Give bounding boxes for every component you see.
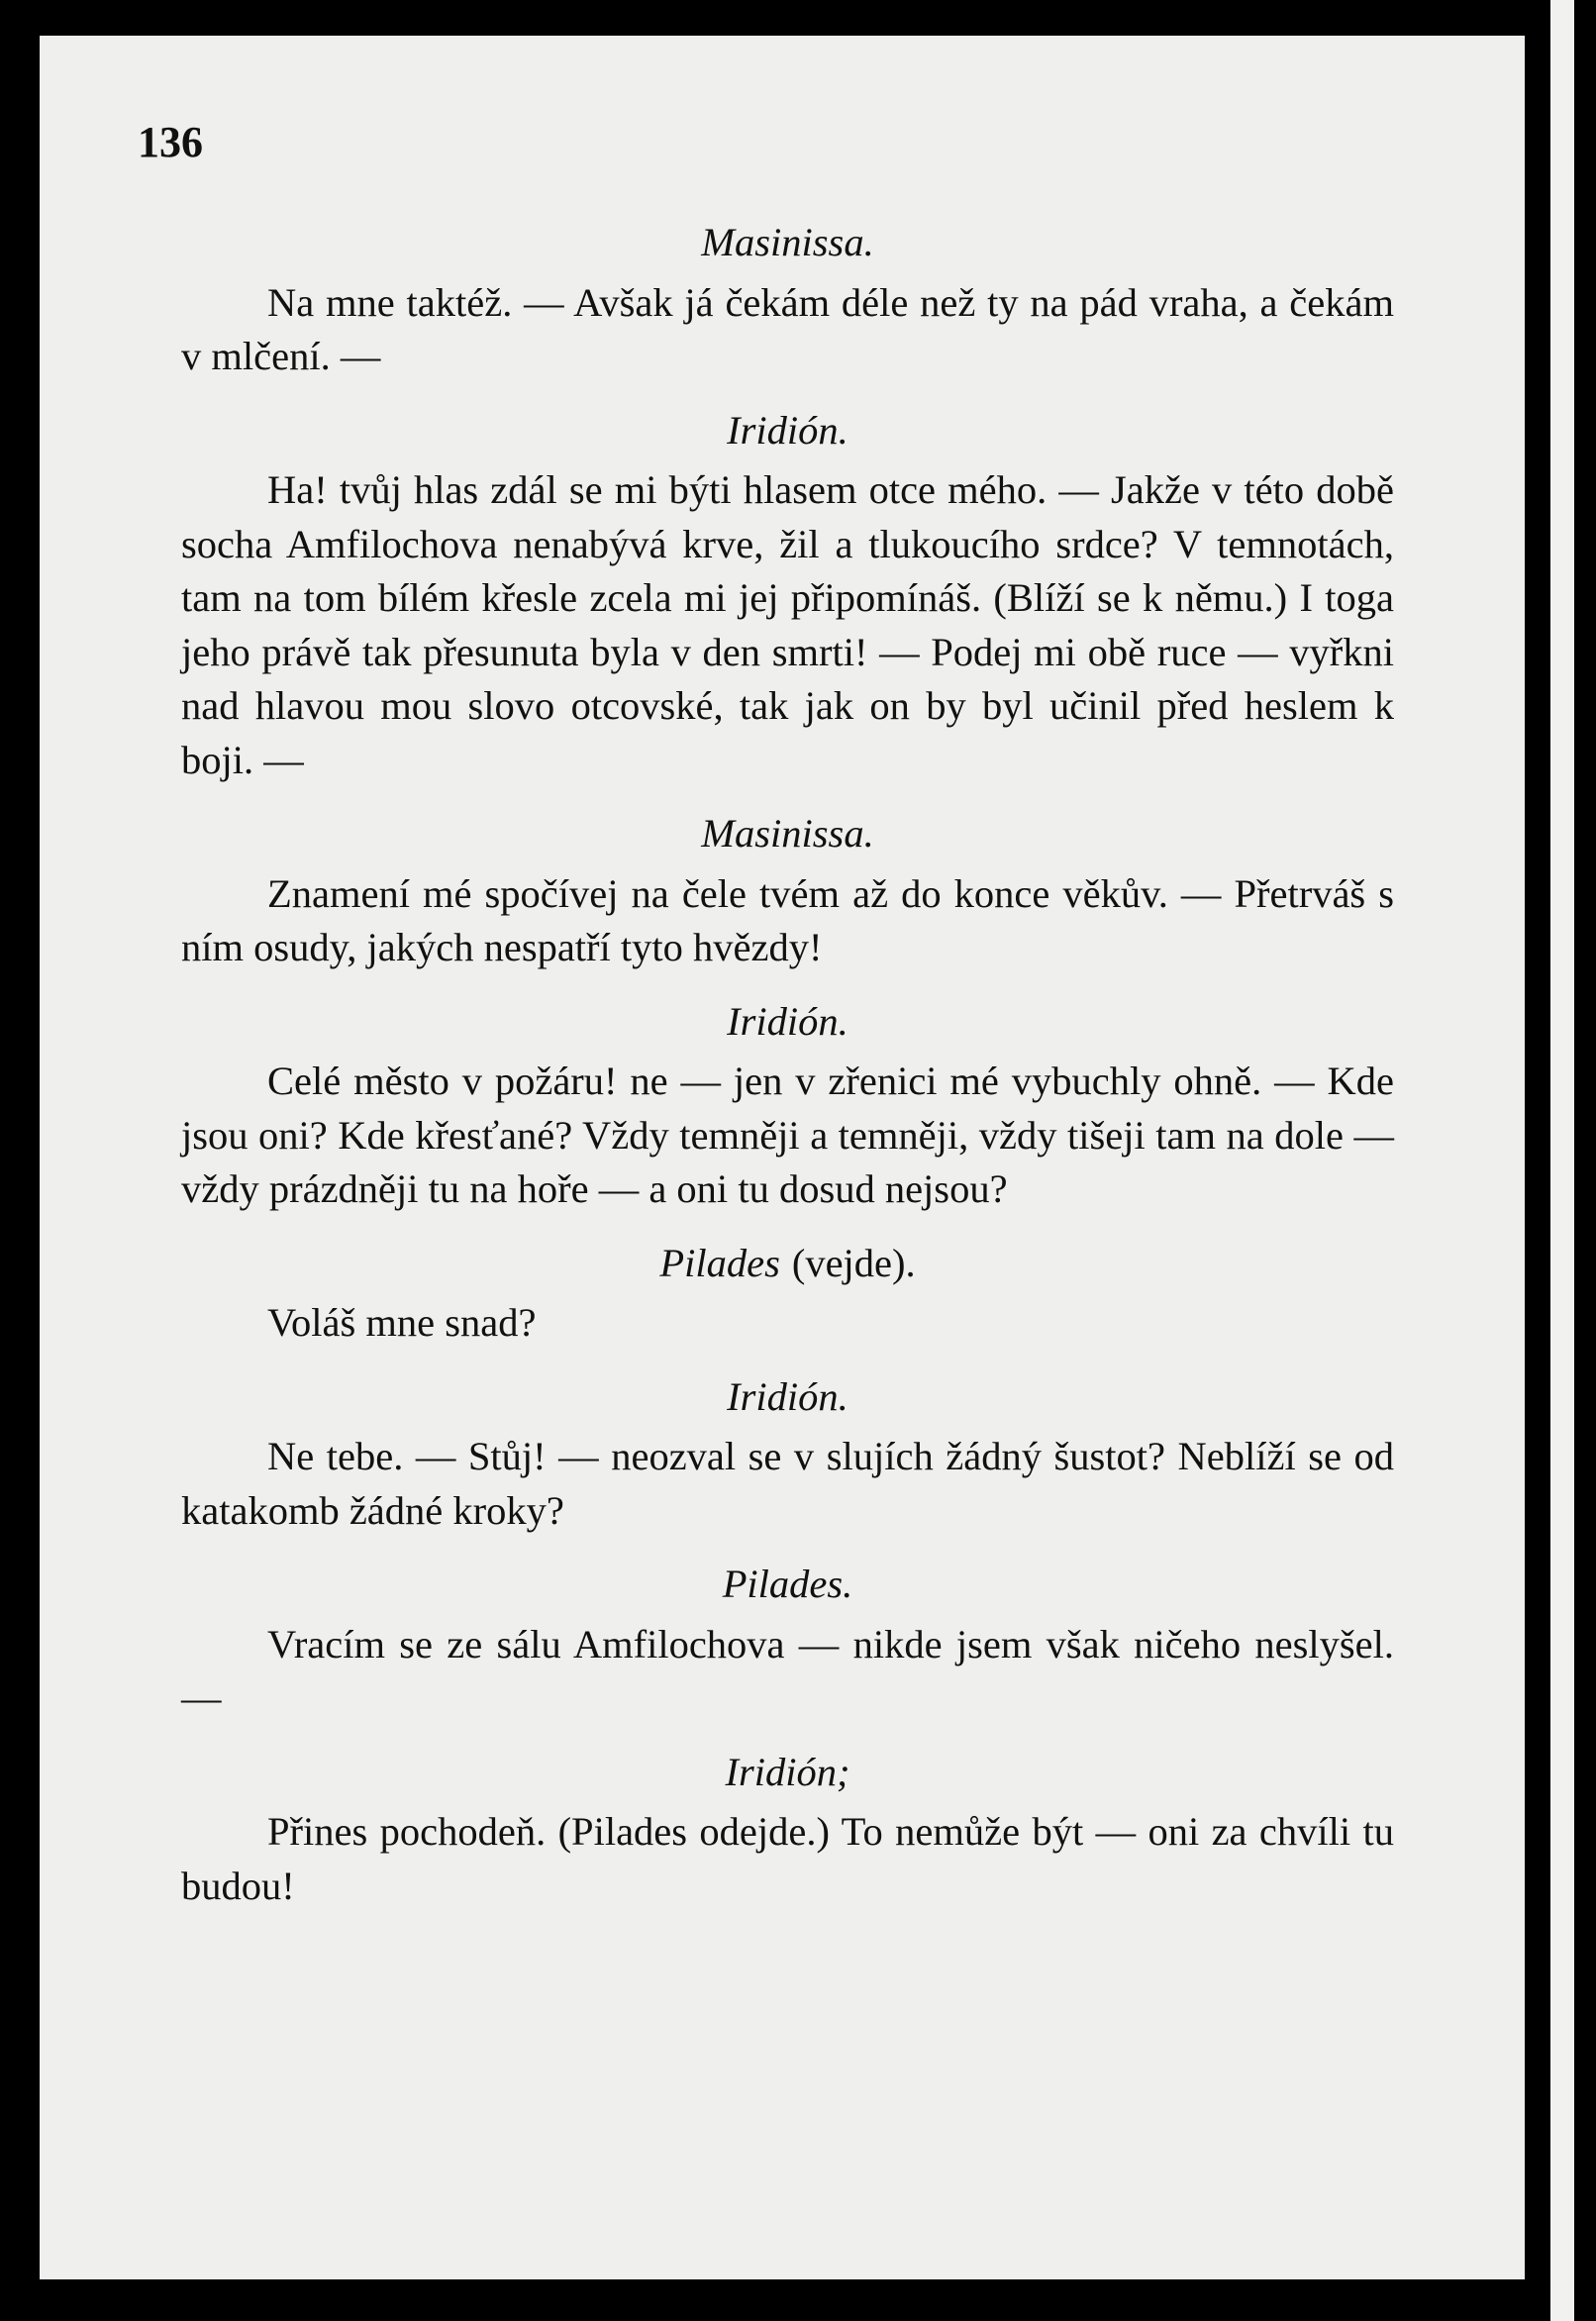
page-number: 136 [138,118,203,166]
speaker-name: Masinissa. [701,811,874,856]
speech-paragraph: Voláš mne snad? [267,1300,537,1345]
dialogue-text [181,216,1394,1933]
stage-direction: (vejde). [791,1240,916,1285]
speaker-name: Iridión. [727,1373,848,1419]
speech-paragraph: Celé město v požáru! ne — jen v zřenici mé vybuchly ohně. — Kde jsou oni? Kde křesťané? Vždy temněji a temněji, vždy tišeji tam na dole — vždy prázdněji tu na hoře — a oni tu dosud nejsou? [181,1059,1394,1211]
speech-paragraph: Znamení mé spočívej na čele tvém až do konce věkův. — Přetrváš s ním osudy, jakých nespatří tyto hvězdy! [181,870,1394,969]
speaker-name: Pilades [659,1240,780,1285]
speaker-name: Iridión. [727,407,848,453]
speaker-name: Iridión. [727,998,848,1044]
speaker-name: Masinissa. [701,220,874,264]
speaker-name: Iridión; [725,1749,850,1794]
speech-paragraph: Na mne taktéž. — Avšak já čekám déle než ty na pád vraha, a čekám v mlčení. — [181,279,1394,378]
speaker-line [181,1237,1394,1291]
speech-paragraph: Ha! tvůj hlas zdál se mi býti hlasem otce mého. — Jakže v této době socha Amfilochova nenabývá krve, žil a tlukoucího srdce? V temnotách, tam na tom bílém křesle zcela mi jej připomínáš. (Blíží se k němu.) I toga jeho právě tak přesunuta byla v den smrti! — Podej mi obě ruce — vyřkni nad hlavou mou slovo otcovské, tak jak on by byl učinil před heslem k boji. — [181,467,1394,782]
speaker-name: Pilades. [722,1562,853,1606]
speech-paragraph: Přines pochodeň. (Pilades odejde.) To nemůže být — oni za chvíli tu budou! [181,1809,1394,1908]
speech-paragraph: Vracím se ze sálu Amfilochova — nikde jsem však ničeho neslyšel. — [181,1621,1394,1720]
adjacent-page-edge [1550,0,1574,2321]
speech-paragraph: Ne tebe. — Stůj! — neozval se v slujích žádný šustot? Neblíží se od katakomb žádné kroky? [181,1434,1394,1533]
